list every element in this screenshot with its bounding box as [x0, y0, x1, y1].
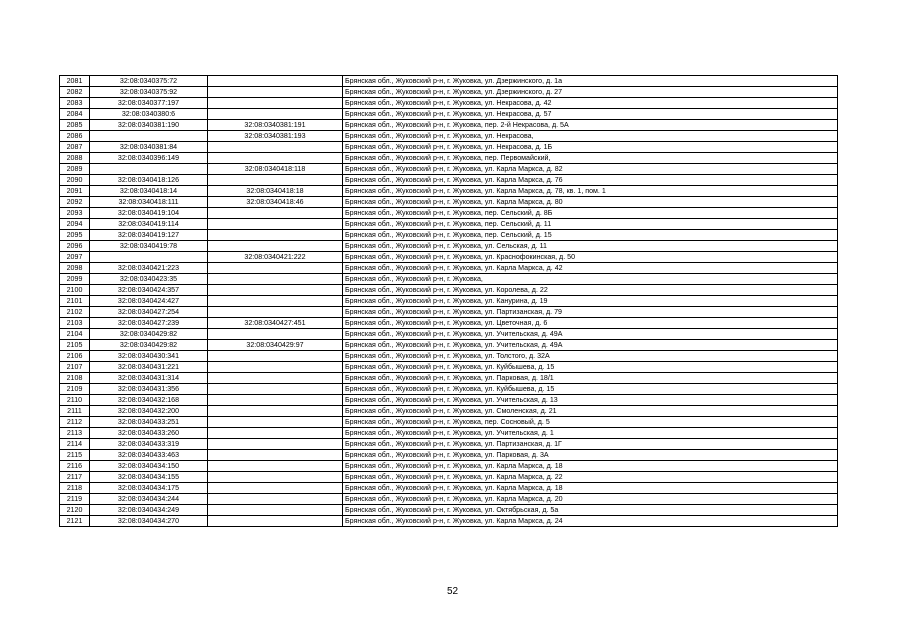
table-row [60, 164, 838, 175]
address-cell: Брянская обл., Жуковский р-н, г. Жуковка, ул. Дзержинского, д. 27 [343, 87, 838, 98]
cadastral-number-cell: 32:08:0340424:357 [90, 285, 208, 296]
cadastral-number-cell: 32:08:0340421:223 [90, 263, 208, 274]
table-body [60, 76, 838, 527]
related-cadastral-number-cell: 32:08:0340418:18 [208, 186, 343, 197]
row-number-cell: 2089 [60, 164, 90, 175]
related-cadastral-number-cell: 32:08:0340381:193 [208, 131, 343, 142]
row-number-cell: 2107 [60, 362, 90, 373]
row-number-cell: 2119 [60, 494, 90, 505]
table-row [60, 131, 838, 142]
address-cell: Брянская обл., Жуковский р-н, г. Жуковка, ул. Куйбышева, д. 15 [343, 362, 838, 373]
row-number-cell: 2114 [60, 439, 90, 450]
address-cell: Брянская обл., Жуковский р-н, г. Жуковка, ул. Партизанская, д. 79 [343, 307, 838, 318]
table-row [60, 219, 838, 230]
related-cadastral-number-cell: 32:08:0340429:97 [208, 340, 343, 351]
related-cadastral-number-cell [208, 483, 343, 494]
address-cell: Брянская обл., Жуковский р-н, г. Жуковка, ул. Канурина, д. 19 [343, 296, 838, 307]
row-number-cell: 2091 [60, 186, 90, 197]
table-row [60, 362, 838, 373]
row-number-cell: 2104 [60, 329, 90, 340]
related-cadastral-number-cell [208, 241, 343, 252]
row-number-cell: 2121 [60, 516, 90, 527]
row-number-cell: 2101 [60, 296, 90, 307]
address-cell: Брянская обл., Жуковский р-н, г. Жуковка, ул. Учительская, д. 1 [343, 428, 838, 439]
address-cell: Брянская обл., Жуковский р-н, г. Жуковка, пер. Первомайский, [343, 153, 838, 164]
related-cadastral-number-cell [208, 76, 343, 87]
related-cadastral-number-cell [208, 153, 343, 164]
cadastral-number-cell: 32:08:0340418:126 [90, 175, 208, 186]
related-cadastral-number-cell [208, 362, 343, 373]
related-cadastral-number-cell [208, 494, 343, 505]
table-row [60, 472, 838, 483]
table-row [60, 373, 838, 384]
row-number-cell: 2117 [60, 472, 90, 483]
table-row [60, 395, 838, 406]
row-number-cell: 2093 [60, 208, 90, 219]
table-row [60, 439, 838, 450]
cadastral-number-cell: 32:08:0340432:168 [90, 395, 208, 406]
address-cell: Брянская обл., Жуковский р-н, г. Жуковка, ул. Некрасова, д. 1Б [343, 142, 838, 153]
address-cell: Брянская обл., Жуковский р-н, г. Жуковка, ул. Карла Маркса, д. 82 [343, 164, 838, 175]
cadastral-number-cell: 32:08:0340375:92 [90, 87, 208, 98]
related-cadastral-number-cell [208, 373, 343, 384]
address-cell: Брянская обл., Жуковский р-н, г. Жуковка, ул. Сельская, д. 11 [343, 241, 838, 252]
address-cell: Брянская обл., Жуковский р-н, г. Жуковка, ул. Цветочная, д. 6 [343, 318, 838, 329]
address-cell: Брянская обл., Жуковский р-н, г. Жуковка, пер. 2-й Некрасова, д. 5А [343, 120, 838, 131]
cadastral-number-cell: 32:08:0340434:249 [90, 505, 208, 516]
cadastral-number-cell: 32:08:0340419:114 [90, 219, 208, 230]
related-cadastral-number-cell [208, 274, 343, 285]
address-cell: Брянская обл., Жуковский р-н, г. Жуковка, ул. Толстого, д. 32А [343, 351, 838, 362]
address-cell: Брянская обл., Жуковский р-н, г. Жуковка, [343, 274, 838, 285]
cadastral-number-cell [90, 252, 208, 263]
related-cadastral-number-cell [208, 219, 343, 230]
cadastral-number-cell: 32:08:0340375:72 [90, 76, 208, 87]
related-cadastral-number-cell [208, 406, 343, 417]
row-number-cell: 2105 [60, 340, 90, 351]
address-cell: Брянская обл., Жуковский р-н, г. Жуковка, ул. Дзержинского, д. 1а [343, 76, 838, 87]
table-row [60, 197, 838, 208]
page-number: 52 [446, 586, 459, 597]
cadastral-number-cell: 32:08:0340433:251 [90, 417, 208, 428]
table-row [60, 175, 838, 186]
related-cadastral-number-cell: 32:08:0340421:222 [208, 252, 343, 263]
table-row [60, 263, 838, 274]
table-row [60, 208, 838, 219]
row-number-cell: 2083 [60, 98, 90, 109]
cadastral-number-cell: 32:08:0340434:270 [90, 516, 208, 527]
address-cell: Брянская обл., Жуковский р-н, г. Жуковка, пер. Сосновый, д. 5 [343, 417, 838, 428]
row-number-cell: 2111 [60, 406, 90, 417]
row-number-cell: 2100 [60, 285, 90, 296]
row-number-cell: 2088 [60, 153, 90, 164]
table-row [60, 285, 838, 296]
related-cadastral-number-cell [208, 417, 343, 428]
cadastral-number-cell: 32:08:0340419:78 [90, 241, 208, 252]
table-row [60, 98, 838, 109]
address-cell: Брянская обл., Жуковский р-н, г. Жуковка, ул. Смоленская, д. 21 [343, 406, 838, 417]
table-row [60, 186, 838, 197]
related-cadastral-number-cell: 32:08:0340427:451 [208, 318, 343, 329]
address-cell: Брянская обл., Жуковский р-н, г. Жуковка, ул. Парковая, д. 18/1 [343, 373, 838, 384]
address-cell: Брянская обл., Жуковский р-н, г. Жуковка, ул. Парковая, д. 3А [343, 450, 838, 461]
address-cell: Брянская обл., Жуковский р-н, г. Жуковка, ул. Карла Маркса, д. 18 [343, 461, 838, 472]
address-cell: Брянская обл., Жуковский р-н, г. Жуковка, ул. Учительская, д. 49А [343, 329, 838, 340]
table-row [60, 120, 838, 131]
row-number-cell: 2086 [60, 131, 90, 142]
cadastral-number-cell [90, 131, 208, 142]
address-cell: Брянская обл., Жуковский р-н, г. Жуковка, ул. Октябрьская, д. 5а [343, 505, 838, 516]
address-cell: Брянская обл., Жуковский р-н, г. Жуковка, ул. Партизанская, д. 1Г [343, 439, 838, 450]
row-number-cell: 2082 [60, 87, 90, 98]
row-number-cell: 2081 [60, 76, 90, 87]
table-row [60, 351, 838, 362]
row-number-cell: 2099 [60, 274, 90, 285]
address-cell: Брянская обл., Жуковский р-н, г. Жуковка, ул. Куйбышева, д. 15 [343, 384, 838, 395]
table-row [60, 76, 838, 87]
related-cadastral-number-cell [208, 384, 343, 395]
related-cadastral-number-cell [208, 395, 343, 406]
row-number-cell: 2090 [60, 175, 90, 186]
row-number-cell: 2085 [60, 120, 90, 131]
cadastral-table [59, 75, 838, 527]
cadastral-number-cell: 32:08:0340433:463 [90, 450, 208, 461]
row-number-cell: 2113 [60, 428, 90, 439]
related-cadastral-number-cell [208, 329, 343, 340]
table-row [60, 505, 838, 516]
row-number-cell: 2115 [60, 450, 90, 461]
address-cell: Брянская обл., Жуковский р-н, г. Жуковка, ул. Краснофокинская, д. 50 [343, 252, 838, 263]
address-cell: Брянская обл., Жуковский р-н, г. Жуковка, пер. Сельский, д. 15 [343, 230, 838, 241]
cadastral-number-cell [90, 164, 208, 175]
related-cadastral-number-cell [208, 450, 343, 461]
related-cadastral-number-cell [208, 472, 343, 483]
address-cell: Брянская обл., Жуковский р-н, г. Жуковка, ул. Некрасова, [343, 131, 838, 142]
row-number-cell: 2110 [60, 395, 90, 406]
cadastral-number-cell: 32:08:0340418:111 [90, 197, 208, 208]
table-row [60, 274, 838, 285]
related-cadastral-number-cell [208, 98, 343, 109]
related-cadastral-number-cell [208, 263, 343, 274]
cadastral-number-cell: 32:08:0340427:239 [90, 318, 208, 329]
related-cadastral-number-cell [208, 87, 343, 98]
cadastral-number-cell: 32:08:0340434:244 [90, 494, 208, 505]
address-cell: Брянская обл., Жуковский р-н, г. Жуковка, ул. Некрасова, д. 57 [343, 109, 838, 120]
related-cadastral-number-cell [208, 208, 343, 219]
row-number-cell: 2118 [60, 483, 90, 494]
row-number-cell: 2109 [60, 384, 90, 395]
table-row [60, 428, 838, 439]
address-cell: Брянская обл., Жуковский р-н, г. Жуковка, ул. Карла Маркса, д. 42 [343, 263, 838, 274]
cadastral-number-cell: 32:08:0340431:221 [90, 362, 208, 373]
row-number-cell: 2096 [60, 241, 90, 252]
address-cell: Брянская обл., Жуковский р-н, г. Жуковка, ул. Королева, д. 22 [343, 285, 838, 296]
related-cadastral-number-cell [208, 351, 343, 362]
related-cadastral-number-cell [208, 516, 343, 527]
table-row [60, 142, 838, 153]
related-cadastral-number-cell [208, 461, 343, 472]
address-cell: Брянская обл., Жуковский р-н, г. Жуковка, ул. Карла Маркса, д. 22 [343, 472, 838, 483]
row-number-cell: 2106 [60, 351, 90, 362]
related-cadastral-number-cell [208, 230, 343, 241]
cadastral-number-cell: 32:08:0340433:319 [90, 439, 208, 450]
table-row [60, 230, 838, 241]
row-number-cell: 2094 [60, 219, 90, 230]
table-row [60, 252, 838, 263]
row-number-cell: 2116 [60, 461, 90, 472]
row-number-cell: 2120 [60, 505, 90, 516]
table-row [60, 516, 838, 527]
cadastral-number-cell: 32:08:0340418:14 [90, 186, 208, 197]
cadastral-number-cell: 32:08:0340434:150 [90, 461, 208, 472]
row-number-cell: 2102 [60, 307, 90, 318]
table-row [60, 109, 838, 120]
table-row [60, 483, 838, 494]
address-cell: Брянская обл., Жуковский р-н, г. Жуковка, ул. Карла Маркса, д. 80 [343, 197, 838, 208]
cadastral-number-cell: 32:08:0340429:82 [90, 340, 208, 351]
address-cell: Брянская обл., Жуковский р-н, г. Жуковка, ул. Некрасова, д. 42 [343, 98, 838, 109]
row-number-cell: 2095 [60, 230, 90, 241]
cadastral-number-cell: 32:08:0340430:341 [90, 351, 208, 362]
related-cadastral-number-cell [208, 142, 343, 153]
table-row [60, 318, 838, 329]
table-row [60, 153, 838, 164]
cadastral-number-cell: 32:08:0340423:35 [90, 274, 208, 285]
row-number-cell: 2103 [60, 318, 90, 329]
address-cell: Брянская обл., Жуковский р-н, г. Жуковка, пер. Сельский, д. 11 [343, 219, 838, 230]
cadastral-number-cell: 32:08:0340427:254 [90, 307, 208, 318]
address-cell: Брянская обл., Жуковский р-н, г. Жуковка, ул. Карла Маркса, д. 20 [343, 494, 838, 505]
related-cadastral-number-cell [208, 505, 343, 516]
cadastral-number-cell: 32:08:0340380:6 [90, 109, 208, 120]
table-row [60, 87, 838, 98]
related-cadastral-number-cell [208, 285, 343, 296]
row-number-cell: 2098 [60, 263, 90, 274]
table-row [60, 461, 838, 472]
cadastral-number-cell: 32:08:0340434:155 [90, 472, 208, 483]
cadastral-number-cell: 32:08:0340424:427 [90, 296, 208, 307]
cadastral-number-cell: 32:08:0340429:82 [90, 329, 208, 340]
cadastral-number-cell: 32:08:0340419:104 [90, 208, 208, 219]
address-cell: Брянская обл., Жуковский р-н, г. Жуковка, ул. Карла Маркса, д. 18 [343, 483, 838, 494]
row-number-cell: 2108 [60, 373, 90, 384]
address-cell: Брянская обл., Жуковский р-н, г. Жуковка, ул. Карла Маркса, д. 76 [343, 175, 838, 186]
row-number-cell: 2092 [60, 197, 90, 208]
related-cadastral-number-cell: 32:08:0340418:118 [208, 164, 343, 175]
table-row [60, 406, 838, 417]
row-number-cell: 2087 [60, 142, 90, 153]
cadastral-number-cell: 32:08:0340377:197 [90, 98, 208, 109]
related-cadastral-number-cell [208, 439, 343, 450]
table-row [60, 384, 838, 395]
table-row [60, 417, 838, 428]
related-cadastral-number-cell [208, 296, 343, 307]
address-cell: Брянская обл., Жуковский р-н, г. Жуковка, ул. Карла Маркса, д. 24 [343, 516, 838, 527]
table-row [60, 340, 838, 351]
cadastral-number-cell: 32:08:0340431:314 [90, 373, 208, 384]
cadastral-number-cell: 32:08:0340419:127 [90, 230, 208, 241]
cadastral-number-cell: 32:08:0340381:190 [90, 120, 208, 131]
related-cadastral-number-cell [208, 109, 343, 120]
table-row [60, 494, 838, 505]
cadastral-number-cell: 32:08:0340381:84 [90, 142, 208, 153]
row-number-cell: 2112 [60, 417, 90, 428]
table-row [60, 329, 838, 340]
table-row [60, 241, 838, 252]
related-cadastral-number-cell: 32:08:0340381:191 [208, 120, 343, 131]
related-cadastral-number-cell [208, 428, 343, 439]
cadastral-number-cell: 32:08:0340434:175 [90, 483, 208, 494]
cadastral-number-cell: 32:08:0340396:149 [90, 153, 208, 164]
related-cadastral-number-cell: 32:08:0340418:46 [208, 197, 343, 208]
cadastral-number-cell: 32:08:0340433:260 [90, 428, 208, 439]
address-cell: Брянская обл., Жуковский р-н, г. Жуковка, пер. Сельский, д. 8Б [343, 208, 838, 219]
row-number-cell: 2097 [60, 252, 90, 263]
table-row [60, 307, 838, 318]
related-cadastral-number-cell [208, 175, 343, 186]
cadastral-number-cell: 32:08:0340432:200 [90, 406, 208, 417]
related-cadastral-number-cell [208, 307, 343, 318]
address-cell: Брянская обл., Жуковский р-н, г. Жуковка, ул. Учительская, д. 49А [343, 340, 838, 351]
row-number-cell: 2084 [60, 109, 90, 120]
cadastral-number-cell: 32:08:0340431:356 [90, 384, 208, 395]
table-row [60, 296, 838, 307]
table-row [60, 450, 838, 461]
address-cell: Брянская обл., Жуковский р-н, г. Жуковка, ул. Учительская, д. 13 [343, 395, 838, 406]
address-cell: Брянская обл., Жуковский р-н, г. Жуковка, ул. Карла Маркса, д. 78, кв. 1, пом. 1 [343, 186, 838, 197]
